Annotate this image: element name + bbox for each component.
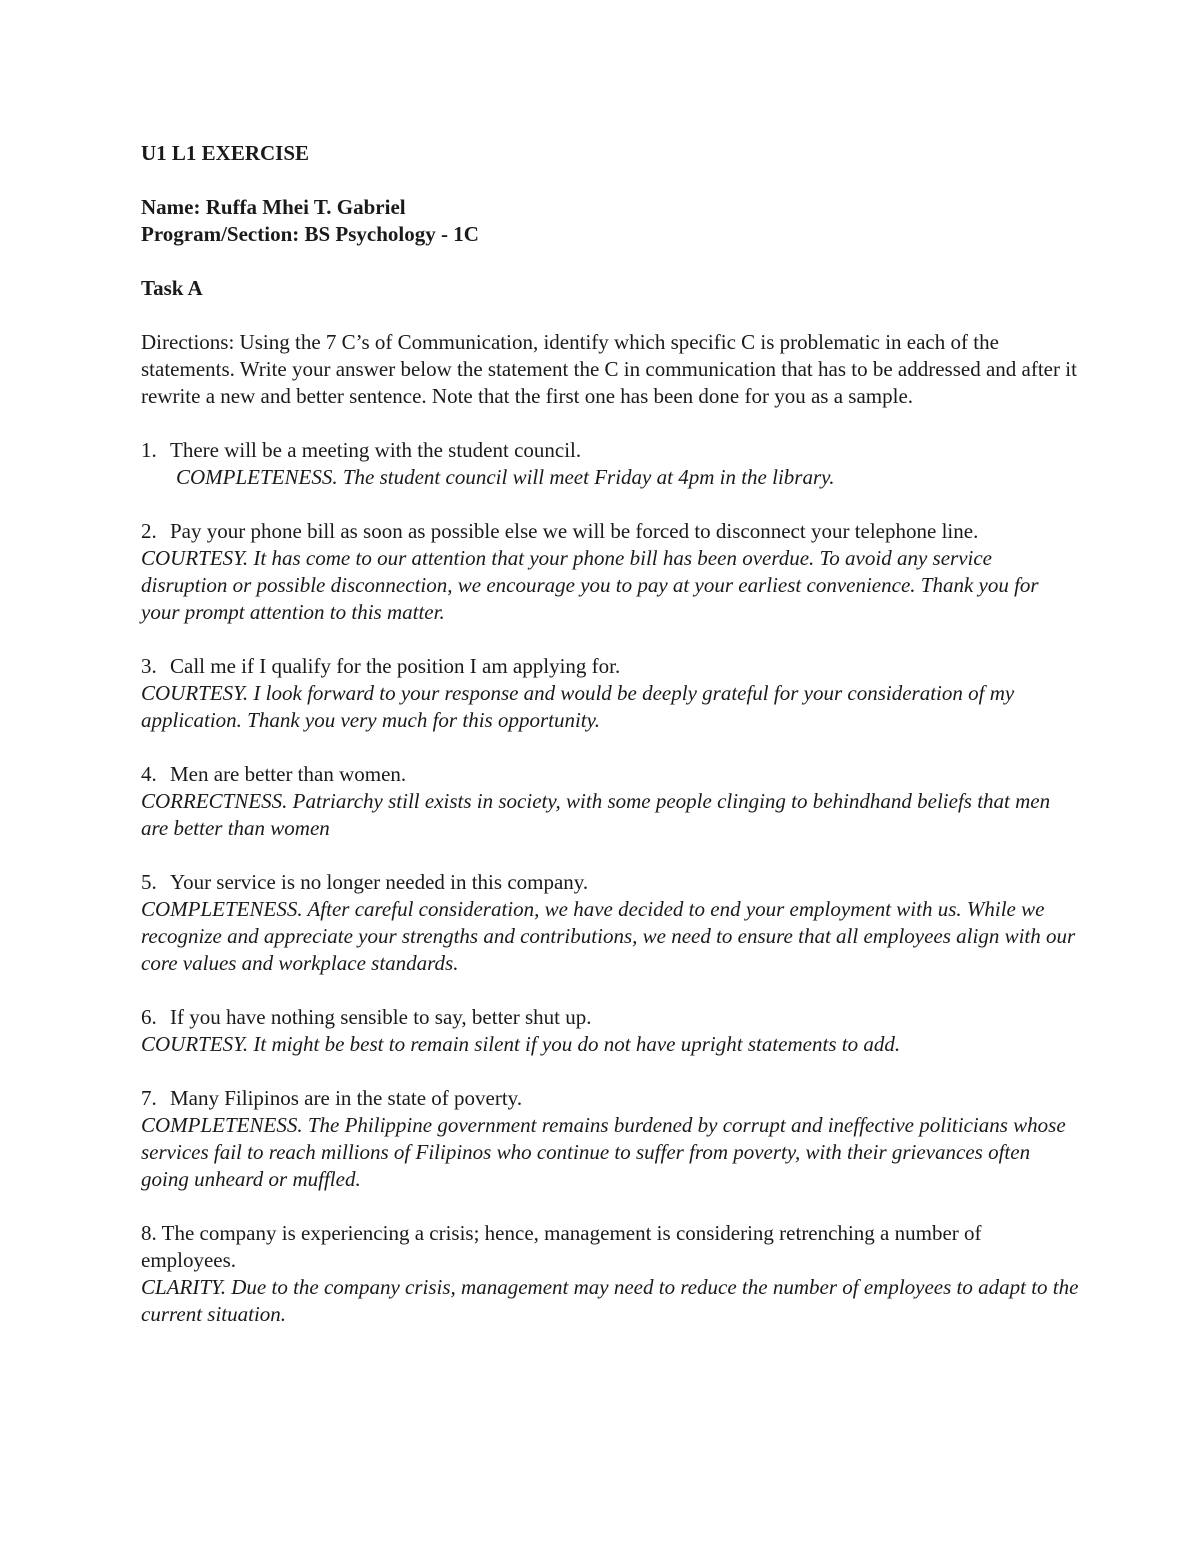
program-section: Program/Section: BS Psychology - 1C: [141, 222, 479, 246]
item-number: 5.: [141, 870, 157, 894]
item-statement: [141, 518, 1081, 545]
item-number: 7.: [141, 1086, 157, 1110]
item-statement-text: Call me if I qualify for the position I am applying for.: [170, 654, 621, 678]
item-answer: COURTESY. It has come to our attention that your phone bill has been overdue. To avoid any service disruption or possible disconnection, we encourage you to pay at your earliest convenience. Thank you for your prompt attention to this matter.: [141, 546, 1039, 624]
list-item: [141, 869, 1081, 977]
item-statement: [141, 761, 1081, 788]
item-statement-text: The company is experiencing a crisis; hence, management is considering retrenching a number of employees.: [141, 1221, 982, 1272]
item-statement: [141, 1220, 1081, 1274]
student-name: Name: Ruffa Mhei T. Gabriel: [141, 195, 406, 219]
item-answer: COMPLETENESS. After careful consideration, we have decided to end your employment with us. While we recognize and appreciate your strengths and contributions, we need to ensure that all employees align with our core values and workplace standards.: [141, 897, 1076, 975]
list-item: [141, 437, 1081, 491]
item-answer: COURTESY. I look forward to your response and would be deeply grateful for your consideration of my application. Thank you very much for this opportunity.: [141, 681, 1015, 732]
item-statement: [141, 1004, 1081, 1031]
item-statement-text: Many Filipinos are in the state of poverty.: [170, 1086, 523, 1110]
item-number: 1.: [141, 438, 157, 462]
item-statement: [141, 437, 1081, 464]
list-item: [141, 1220, 1081, 1328]
list-item: [141, 761, 1081, 842]
document-title: U1 L1 EXERCISE: [141, 141, 310, 165]
document-page: [141, 140, 1081, 1355]
directions-text: Directions: Using the 7 C’s of Communication, identify which specific C is problematic in each of the statements. Write your answer below the statement the C in communication that has to be addressed and after it rewrite a new and better sentence. Note that the first one has been done for you as a sample.: [141, 330, 1077, 408]
item-statement: [141, 653, 1081, 680]
item-number: 3.: [141, 654, 157, 678]
item-number: 6.: [141, 1005, 157, 1029]
item-answer: COMPLETENESS. The student council will meet Friday at 4pm in the library.: [176, 465, 835, 489]
item-statement: [141, 869, 1081, 896]
item-number: 2.: [141, 519, 157, 543]
item-number: 8.: [141, 1221, 157, 1245]
item-answer: CLARITY. Due to the company crisis, management may need to reduce the number of employees to adapt to the current situation.: [141, 1275, 1079, 1326]
task-heading: Task A: [141, 276, 203, 300]
item-answer: COURTESY. It might be best to remain silent if you do not have upright statements to add.: [141, 1032, 901, 1056]
list-item: [141, 1085, 1081, 1193]
item-statement-text: Pay your phone bill as soon as possible else we will be forced to disconnect your telephone line.: [170, 519, 979, 543]
list-item: [141, 1004, 1081, 1058]
list-item: [141, 653, 1081, 734]
student-info: [141, 194, 1081, 248]
item-answer: COMPLETENESS. The Philippine government remains burdened by corrupt and ineffective politicians whose services fail to reach millions of Filipinos who continue to suffer from poverty, with their grievances often going unheard or muffled.: [141, 1113, 1066, 1191]
item-statement-text: If you have nothing sensible to say, better shut up.: [170, 1005, 592, 1029]
item-number: 4.: [141, 762, 157, 786]
item-statement-text: Your service is no longer needed in this company.: [170, 870, 589, 894]
list-item: [141, 518, 1081, 626]
item-statement-text: There will be a meeting with the student council.: [170, 438, 582, 462]
item-answer: CORRECTNESS. Patriarchy still exists in society, with some people clinging to behindhand beliefs that men are better than women: [141, 789, 1051, 840]
item-statement-text: Men are better than women.: [170, 762, 407, 786]
item-statement: [141, 1085, 1081, 1112]
